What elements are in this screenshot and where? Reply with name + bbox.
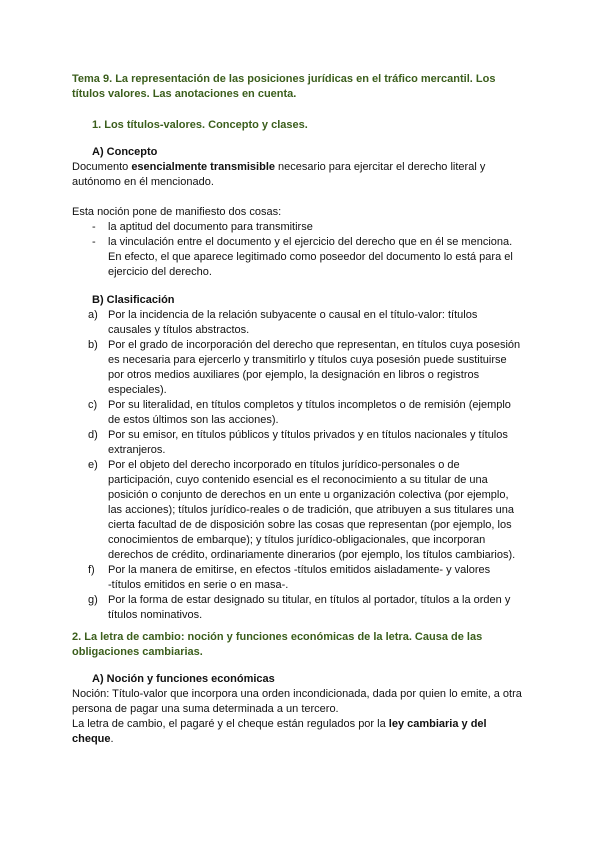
nocion-funciones-line-3 [72, 717, 487, 732]
clasificacion-item-line: Por el objeto del derecho incorporado en títulos jurídico-personales o de [108, 459, 460, 471]
clasificacion-item-line: títulos nominativos. [108, 609, 203, 621]
clasificacion-item-marker: f) [88, 564, 95, 576]
cheque-text-post: . [110, 733, 114, 745]
section-1-heading: 1. Los títulos-valores. Concepto y clases. [92, 119, 308, 131]
clasificacion-item-line: derechos de crédito, ordinariamente dinerarios (por ejemplo, los títulos cambiarios). [108, 549, 516, 561]
ley-text-pre: La letra de cambio, el pagaré y el cheque están regulados por la [72, 718, 389, 730]
clasificacion-item-line: de estos últimos son las acciones). [108, 414, 279, 426]
section-2-heading-line-2: obligaciones cambiarias. [72, 646, 203, 658]
clasificacion-item-line: Por la forma de estar designado su titular, en títulos al portador, títulos a la orden y [108, 594, 511, 606]
concepto-text-post: necesario para ejercitar el derecho literal y [275, 161, 486, 173]
nocion-funciones-heading: A) Noción y funciones económicas [92, 673, 275, 685]
nocion-funciones-line-1: Noción: Título-valor que incorpora una orden incondicionada, dada por quien lo emite, a otra [72, 688, 522, 700]
nocion-intro: Esta noción pone de manifiesto dos cosas: [72, 206, 282, 218]
clasificacion-item-line: Por el grado de incorporación del derecho que representan, en títulos cuya posesión [108, 339, 521, 351]
clasificacion-item-marker: d) [88, 429, 98, 441]
clasificacion-item-marker: b) [88, 339, 98, 351]
nocion-funciones-line-4 [72, 732, 114, 747]
document-title-line-1: Tema 9. La representación de las posiciones jurídicas en el tráfico mercantil. Los [72, 73, 496, 85]
clasificacion-item-line: por otros medios auxiliares (por ejemplo, la designación en libros o registros [108, 369, 480, 381]
clasificacion-item-marker: g) [88, 594, 98, 606]
cheque-text-bold: cheque [72, 733, 111, 745]
clasificacion-item-line: extranjeros. [108, 444, 166, 456]
clasificacion-item-line: -títulos emitidos en serie o en masa-. [108, 579, 289, 591]
clasificacion-item-line: causales y títulos abstractos. [108, 324, 250, 336]
clasificacion-item-line: conocimientos de embarque); y títulos jurídico-obligacionales, que incorporan [108, 534, 486, 546]
clasificacion-item-line: las acciones); títulos jurídico-reales o de tradición, que atribuyen a sus titulares una [108, 504, 514, 516]
clasificacion-item-line: posición o conjunto de derechos en un ente u organización colectiva (por ejemplo, [108, 489, 509, 501]
bullet-2-line-1: la vinculación entre el documento y el ejercicio del derecho que en él se menciona. [108, 236, 513, 248]
clasificacion-item-marker: a) [88, 309, 98, 321]
bullet-2-line-2: En efecto, el que aparece legitimado como poseedor del documento lo está para el [108, 251, 513, 263]
ley-text-bold: ley cambiaria y del [388, 718, 487, 730]
clasificacion-item-marker: c) [88, 399, 98, 411]
nocion-funciones-line-2: persona de pagar una suma determinada a un tercero. [72, 703, 339, 715]
section-2-heading-line-1: 2. La letra de cambio: noción y funciones económicas de la letra. Causa de las [72, 631, 483, 643]
concepto-heading: A) Concepto [92, 146, 158, 158]
bullet-dash-1: - [92, 221, 96, 233]
clasificacion-item-line: especiales). [108, 384, 167, 396]
clasificacion-heading: B) Clasificación [92, 294, 175, 306]
concepto-text-bold: esencialmente transmisible [131, 161, 275, 173]
concepto-text-pre: Documento [72, 161, 132, 173]
concepto-line-2: autónomo en él mencionado. [72, 176, 214, 188]
clasificacion-item-line: participación, cuyo contenido esencial es el reconocimiento a su titular de una [108, 474, 488, 486]
document-title-line-2: títulos valores. Las anotaciones en cuenta. [72, 88, 297, 100]
clasificacion-item-line: es necesaria para ejercerlo y transmitirlo y títulos cuya posesión puede sustituirse [108, 354, 507, 366]
clasificacion-item-line: Por la incidencia de la relación subyacente o causal en el título-valor: títulos [108, 309, 478, 321]
clasificacion-item-line: Por la manera de emitirse, en efectos -títulos emitidos aisladamente- y valores [108, 564, 491, 576]
bullet-2-line-3: ejercicio del derecho. [108, 266, 212, 278]
clasificacion-item-marker: e) [88, 459, 98, 471]
concepto-line-1 [72, 160, 485, 175]
clasificacion-item-line: Por su emisor, en títulos públicos y títulos privados y en títulos nacionales y títulos [108, 429, 508, 441]
bullet-dash-2: - [92, 236, 96, 248]
clasificacion-item-line: Por su literalidad, en títulos completos y títulos incompletos o de remisión (ejemplo [108, 399, 511, 411]
bullet-1-text: la aptitud del documento para transmitirse [108, 221, 313, 233]
clasificacion-item-line: cierta facultad de de disposición sobre las cosas que representan (por ejemplo, los [108, 519, 512, 531]
